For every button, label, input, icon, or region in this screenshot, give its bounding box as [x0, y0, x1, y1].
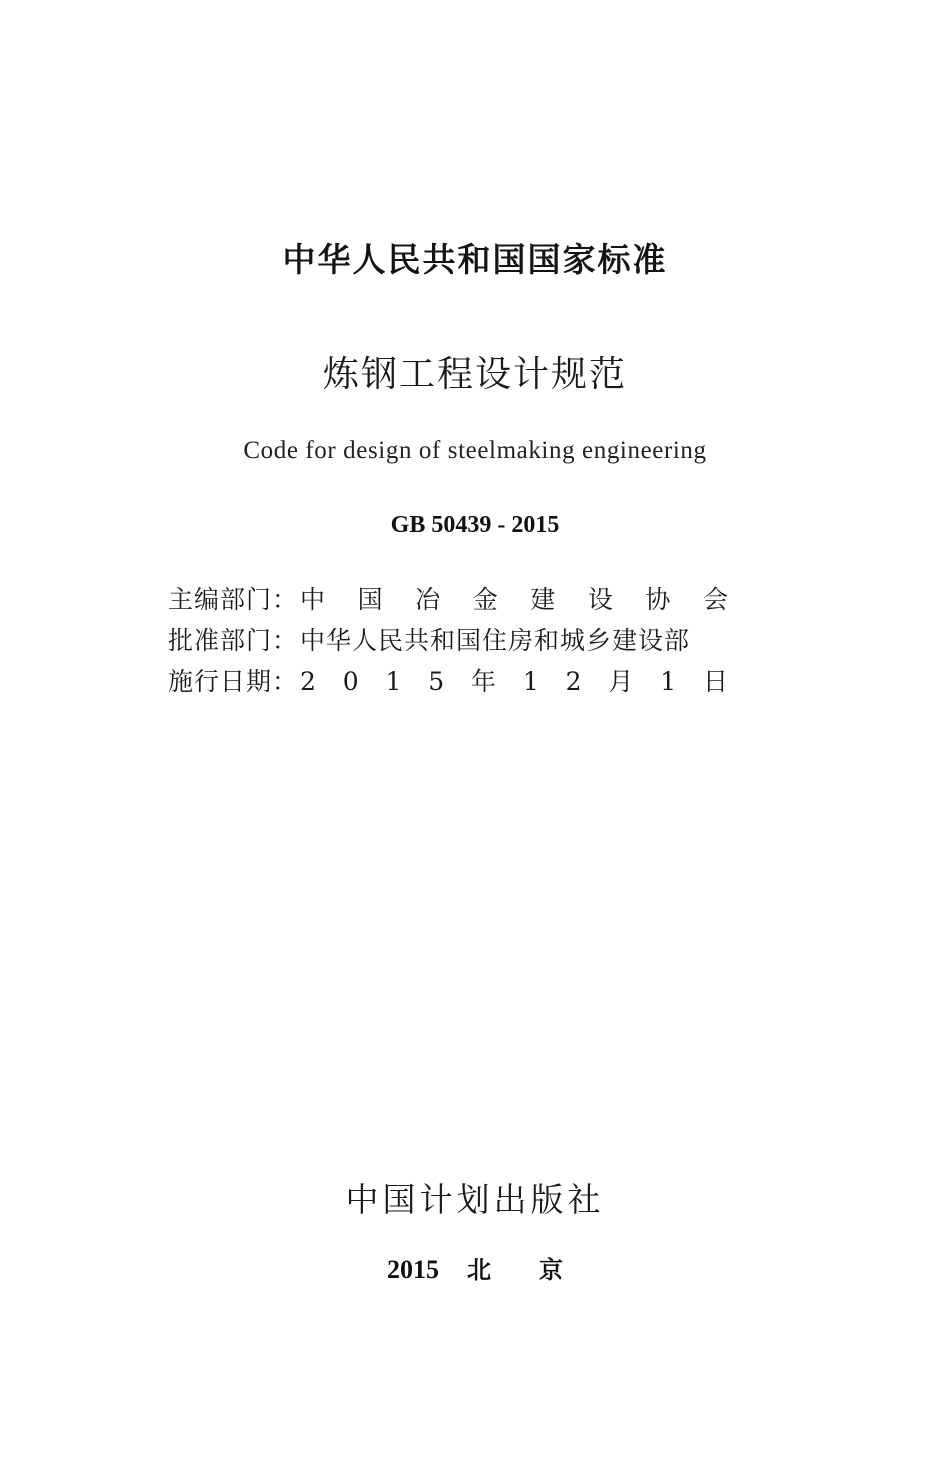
- date-char: 月: [608, 667, 634, 696]
- date-char: 年: [471, 667, 497, 696]
- publication-city: 北京: [467, 1256, 611, 1284]
- publication-year: 2015: [387, 1255, 439, 1284]
- standard-code: GB 50439 - 2015: [390, 512, 560, 538]
- editor-char: 会: [702, 585, 728, 614]
- document-title-chinese: 炼钢工程设计规范: [322, 354, 627, 395]
- editor-char: 冶: [415, 585, 441, 614]
- date-char: 1: [385, 667, 402, 696]
- approver-department-row: [168, 621, 728, 661]
- document-title-english: Code for design of steelmaking engineering: [243, 437, 707, 464]
- date-char: 2: [565, 667, 582, 696]
- date-char: 1: [660, 667, 677, 696]
- publisher-name: 中国计划出版社: [345, 1180, 605, 1219]
- effective-date-label: 施行日期：: [168, 667, 299, 696]
- publication-line: [0, 1250, 950, 1293]
- standard-type-heading: 中华人民共和国国家标准: [282, 240, 668, 279]
- approver-department-label: 批准部门：: [168, 626, 299, 655]
- date-char: 0: [342, 667, 359, 696]
- date-char: 1: [522, 667, 539, 696]
- editor-char: 金: [472, 585, 498, 614]
- date-char: 5: [428, 667, 445, 696]
- editor-char: 建: [530, 585, 556, 614]
- effective-date-row: [168, 662, 728, 702]
- date-char: 2: [300, 667, 316, 696]
- editor-department-row: [168, 580, 728, 620]
- editor-department-value: [300, 580, 728, 620]
- editor-char: 国: [357, 585, 383, 614]
- editor-char: 设: [587, 585, 613, 614]
- editor-char: 中: [300, 585, 326, 614]
- date-char: 日: [702, 667, 728, 696]
- editor-department-label: 主编部门：: [168, 585, 299, 614]
- editor-char: 协: [645, 585, 671, 614]
- effective-date-value: [300, 662, 728, 702]
- approver-department-value: 中华人民共和国住房和城乡建设部: [300, 626, 691, 655]
